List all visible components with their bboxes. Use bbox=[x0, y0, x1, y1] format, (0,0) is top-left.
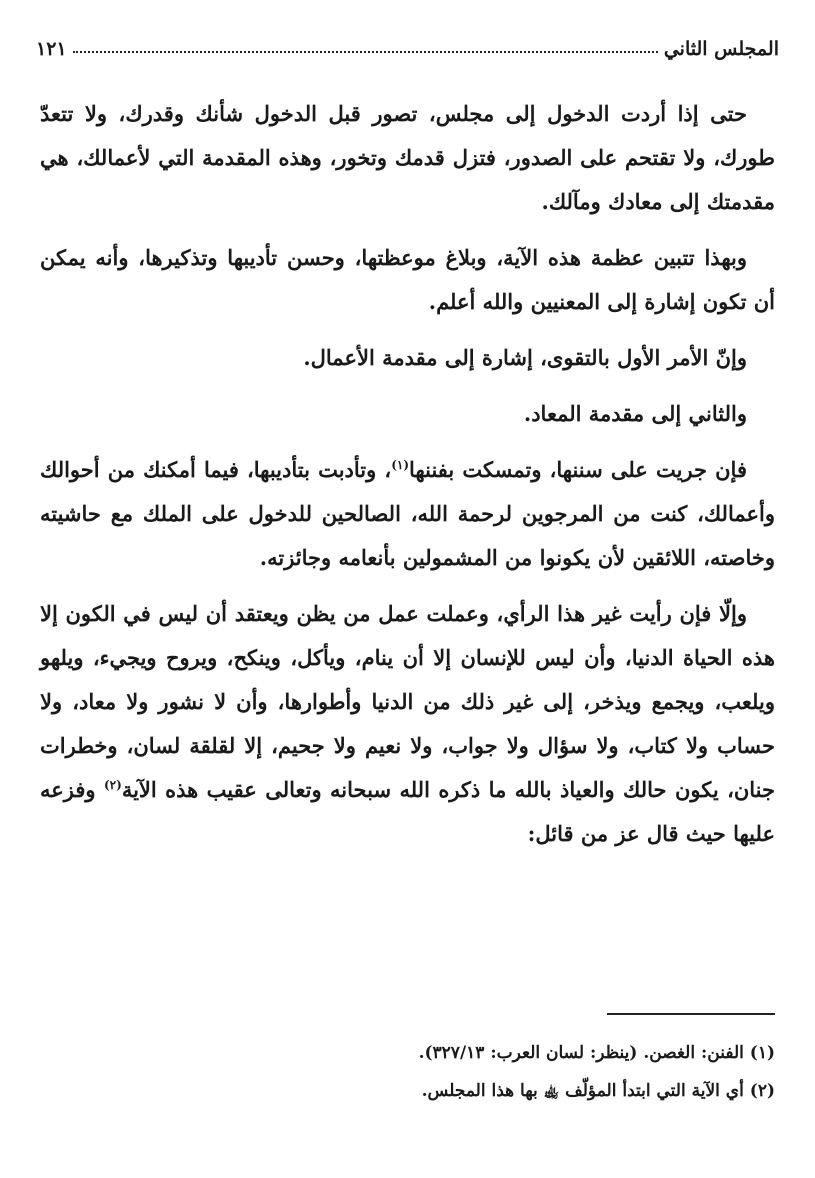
paragraph-text: وإلّا فإن رأيت غير هذا الرأي، وعملت عمل من يظن ويعتقد أن ليس في الكون إلا هذه الحياة الدنيا، وأن ليس للإنسان إلا أن ينام، ويأكل، وينكح، ويروح ويجيء، ويلهو ويلعب، ويجمع ويذخر، إلى غير ذلك من الدنيا وأطوارها، وأن لا نشور ولا معاد، ولا حساب ولا كتاب، ولا سؤال ولا جواب، ولا نعيم ولا جحيم، إلا لقلقة لسان، وخطرات جنان، يكون حالك والعياذ بالله ما ذكره الله سبحانه وتعالى عقيب هذه الآية bbox=[40, 601, 775, 802]
footnote-divider bbox=[607, 1013, 775, 1015]
paragraph bbox=[40, 448, 775, 580]
paragraph-text: ، وتأدبت بتأديبها، فيما أمكنك من أحوالك وأعمالك، كنت من المرجوين لرحمة الله، الصالحين للدخول على الملك مع حاشيته وخاصته، اللائقين لأن يكونوا من المشمولين بأنعامه وجائزته. bbox=[40, 457, 775, 570]
paragraph-text: وفزعه عليها حيث قال عز من قائل: bbox=[40, 777, 775, 846]
page-number: ١٢١ bbox=[36, 38, 67, 60]
footnote: (٢) أي الآية التي ابتدأ المؤلّف ﵀ بها هذا المجلس. bbox=[421, 1081, 775, 1101]
main-text bbox=[40, 92, 775, 868]
paragraph-text: فإن جريت على سننها، وتمسكت بفننها bbox=[409, 457, 747, 482]
chapter-title: المجلس الثاني bbox=[663, 38, 779, 60]
footnote-marker: (١) bbox=[391, 458, 410, 472]
footnote-marker: (٢) bbox=[103, 778, 122, 792]
footnotes bbox=[40, 1034, 775, 1110]
header-dot-leader bbox=[73, 51, 658, 53]
paragraph: وإنّ الأمر الأول بالتقوى، إشارة إلى مقدمة الأعمال. bbox=[303, 345, 747, 370]
running-header bbox=[36, 26, 779, 60]
paragraph: حتى إذا أردت الدخول إلى مجلس، تصور قبل الدخول شأنك وقدرك، ولا تتعدّ طورك، ولا تقتحم على الصدور، فتزل قدمك وتخور، وهذه المقدمة التي لأعمالك، هي مقدمتك إلى معادك ومآلك. bbox=[40, 101, 775, 214]
paragraph bbox=[40, 592, 775, 856]
paragraph: وبهذا تتبين عظمة هذه الآية، وبلاغ موعظتها، وحسن تأديبها وتذكيرها، وأنه يمكن أن تكون إشارة إلى المعنيين والله أعلم. bbox=[40, 245, 775, 314]
paragraph: والثاني إلى مقدمة المعاد. bbox=[523, 401, 747, 426]
footnote: (١) الفنن: الغصن. (ينظر: لسان العرب: ٣٢٧/١٣). bbox=[418, 1043, 775, 1063]
